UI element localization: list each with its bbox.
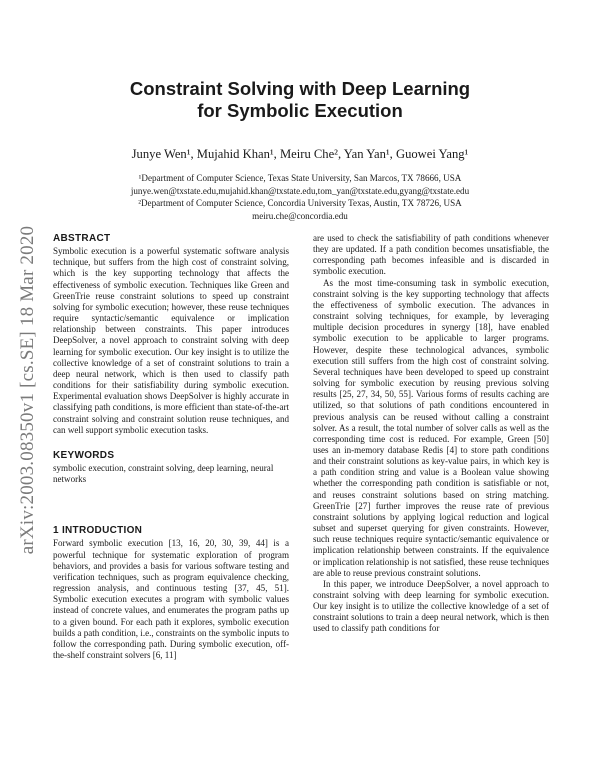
- emails-2: meiru.che@concordia.edu: [252, 211, 348, 222]
- abstract-text: Symbolic execution is a powerful systematic software analysis technique, but suffers from the high cost of constraint solving, which is the key supporting technology that affects the effectiveness of symbolic execution. Techniques like Green and GreenTrie reuse constraint solutions to speed up constraint solving for symbolic execution; however, these reuse techniques require syntactic/semantic equivalence or implication relationship between constraints. This paper introduces DeepSolver, a novel approach to constraint solving with deep learning for symbolic execution. Our key insight is to utilize the collective knowledge of a set of constraint solutions to train a deep neural network, which is then used to classify path conditions for their satisfiability during symbolic execution. Experimental evaluation shows DeepSolver is highly accurate in classifying path conditions, is more efficient than state-of-the-art constraint solving and constraint solution reuse techniques, and can well support symbolic execution tasks.: [53, 246, 289, 435]
- right-column: [313, 233, 549, 635]
- left-column: [53, 233, 289, 661]
- author-list: Junye Wen¹, Mujahid Khan¹, Meiru Che², Yan Yan¹, Guowei Yang¹: [131, 147, 469, 161]
- intro-paragraph-3: In this paper, we introduce DeepSolver, a novel approach to constraint solving with deep learning for symbolic execution. Our key insight is to utilize the collective knowledge of a set of constraint solutions to train a deep neural network, which is then used to classify path conditions for: [313, 578, 549, 634]
- affiliations: [60, 172, 540, 223]
- emails-1: junye.wen@txstate.edu,mujahid.khan@txstate.edu,tom_yan@txstate.edu,gyang@txstate.edu: [130, 185, 470, 196]
- affiliation-1: ¹Department of Computer Science, Texas State University, San Marcos, TX 78666, USA: [138, 173, 462, 183]
- paper-title: [60, 78, 540, 122]
- affiliation-2: ²Department of Computer Science, Concordia University Texas, Austin, TX 78726, USA: [138, 198, 462, 209]
- title-line-2: for Symbolic Execution: [197, 100, 403, 121]
- introduction-heading: 1 INTRODUCTION: [53, 525, 143, 537]
- keywords-heading: KEYWORDS: [53, 449, 115, 461]
- keywords-text: symbolic execution, constraint solving, deep learning, neural networks: [53, 462, 274, 485]
- intro-paragraph-2: As the most time-consuming task in symbolic execution, constraint solving is the key supporting technology that affects the effectiveness of symbolic execution. The advances in constraint solving techniques, for example, by leveraging multiple decision procedures in synergy [18], have enabled symbolic execution to be applicable to larger programs. However, despite these technological advances, symbolic execution still suffers from the high cost of constraint solving. Several techniques have been developed to speed up constraint solving for symbolic execution by reusing previous solving results [25, 27, 34, 50, 55]. Various forms of results caching are utilized, so that solutions of path conditions encountered in previous analysis can be reused without calling a constraint solver. As a result, the total number of solver calls as well as the corresponding time cost is reduced. For example, Green [50] uses an in-memory database Redis [4] to store path conditions and their constraint solutions as key-value pairs, in which key is a path condition string and value is a Boolean value showing whether the corresponding path condition is satisfiable or not, and reuses constraint solutions based on string matching. GreenTrie [27] further improves the reuse rate of previous constraint solutions by applying logical reduction and logical subset and superset querying for given constraints. However, such reuse techniques require syntactic/semantic equivalence or implication relationship between constraints. If the equivalence or implication relationship is not satisfied, these reuse techniques are able to reuse previous constraint solutions.: [313, 277, 549, 578]
- intro-paragraph-1: Forward symbolic execution [13, 16, 20, 30, 39, 44] is a powerful technique for systematic exploration of program behaviors, and provides a basis for various software testing and verification techniques, such as program equivalence checking, regression analysis, and continuous testing [37, 45, 51]. Symbolic execution executes a program with symbolic values instead of concrete values, and enumerates the program paths up to a given bound. For each path it explores, symbolic execution builds a path condition, i.e., constraints on the symbolic inputs to follow the corresponding path. During symbolic execution, off-the-shelf constraint solvers [6, 11]: [53, 538, 289, 660]
- abstract-heading: ABSTRACT: [53, 233, 111, 244]
- arxiv-identifier: arXiv:2003.08350v1 [cs.SE] 18 Mar 2020: [17, 225, 38, 555]
- intro-continuation: are used to check the satisfiability of path conditions whenever they are updated. If a path condition becomes unsatisfiable, the corresponding path becomes infeasible and is discarded in symbolic execution.: [313, 233, 549, 277]
- title-line-1: Constraint Solving with Deep Learning: [129, 78, 471, 99]
- arxiv-sidebar: [18, 200, 38, 580]
